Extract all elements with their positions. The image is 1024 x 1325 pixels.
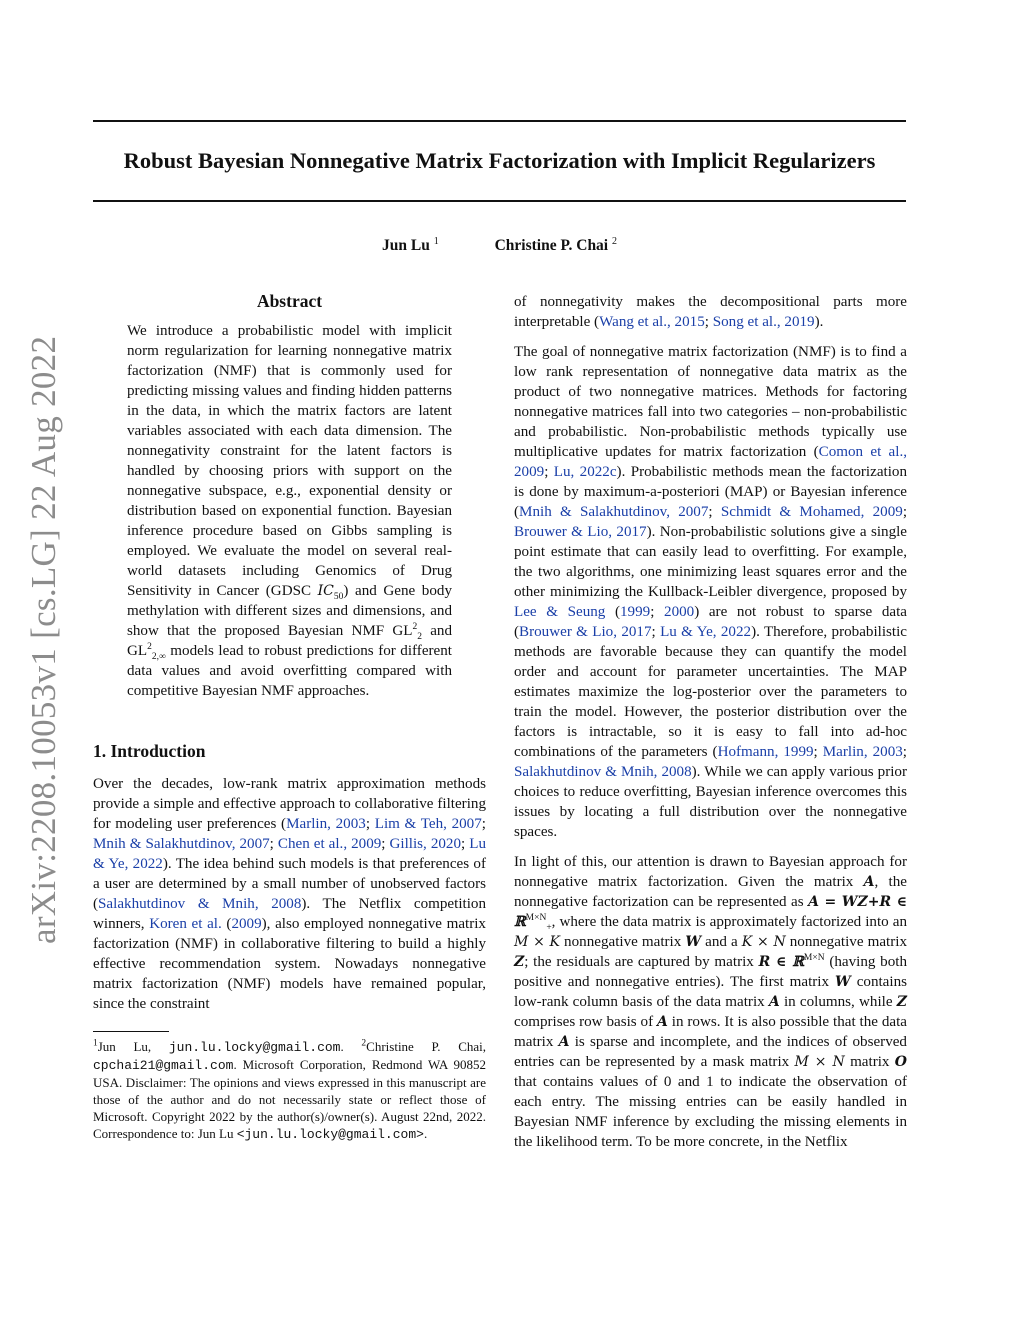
citation-schmidt-mohamed-2009[interactable]: Schmidt & Mohamed, 2009: [720, 504, 903, 520]
gl-2-2-sup: 2: [412, 621, 418, 632]
citation-lu-ye-2022[interactable]: Lu & Ye, 2022: [93, 836, 487, 872]
citation-salakhutdinov-mnih-2008-b[interactable]: Salakhutdinov & Mnih, 2008: [514, 764, 692, 780]
body-text: (having both positive and nonnegative entries). The first matrix: [514, 954, 907, 990]
gl-2inf-symbol: GL: [127, 643, 148, 659]
body-text: nonnegative matrix: [560, 934, 686, 950]
body-text: ) are not robust to sparse data (: [514, 604, 908, 640]
gl-2-2-symbol: GL: [392, 623, 413, 639]
citation-lee-1999[interactable]: 1999: [620, 604, 651, 620]
intro-text: Over the decades, low-rank matrix approximation methods provide a simple and effective approach to collaborative filtering for modeling user preferences (: [93, 776, 486, 832]
body-text: ). Therefore, probabilistic methods are favorable because they can quantify the model order and account for parameter uncertainties. The MAP estimates maximize the log-posterior over the parameters to train the model. However, the posterior distribution over the factors is intractable, so it is easy to fall into ad-hoc combinations of the parameters (: [514, 624, 907, 760]
arxiv-stamp: [26, 332, 62, 944]
author-1-name: Jun Lu: [382, 237, 430, 254]
citation-salakhutdinov-mnih-2008[interactable]: Salakhutdinov & Mnih, 2008: [98, 896, 302, 912]
body-text: In light of this, our attention is drawn to Bayesian approach for nonnegative matrix factorization. Given the matrix: [514, 854, 907, 890]
gl-2inf-sup: 2: [147, 641, 152, 652]
abstract-text-c: models lead to robust predictions for different data values and avoid overfitting compared with competitive Bayesian NMF approaches.: [127, 643, 452, 699]
math-k-by-n: K × N: [741, 934, 786, 950]
body-text: that contains values of 0 and 1 to indicate the observation of each entry. The missing entries can be easily handled in Bayesian NMF inference by excluding the missing elements in the likelihood term. To be more concrete, in the Netflix: [514, 1074, 907, 1150]
footnote-mark-2: 2: [361, 1038, 367, 1049]
math-matrix-o: O: [894, 1054, 907, 1070]
math-r-superscript: M×N: [803, 952, 825, 963]
citation-koren[interactable]: Koren et al.: [149, 916, 222, 932]
gl-2-2-sub: 2: [417, 632, 423, 643]
title-top-rule: [93, 120, 906, 122]
citation-lim-teh-2007[interactable]: Lim & Teh, 2007: [374, 816, 482, 832]
body-text: nonnegative matrix: [785, 934, 907, 950]
ic50-subscript: 50: [333, 592, 344, 603]
body-text: , the nonnegative factorization can be represented as: [514, 874, 907, 910]
intro-text: ), also employed nonnegative matrix factorization (NMF) in collaborative filtering to build a highly effective recommendation system. Nowadays nonnegative matrix factorization (NMF) models have remained popular, since the constraint: [93, 916, 486, 1012]
citation-koren-2009[interactable]: 2009: [231, 916, 262, 932]
right-paragraph-2: [514, 342, 907, 842]
footnote-text: Jun Lu,: [97, 1039, 169, 1054]
citation-separator: ;: [269, 836, 278, 852]
math-m-by-n: M × N: [794, 1054, 845, 1070]
citation-lu-ye-2022-b[interactable]: Lu & Ye, 2022: [660, 624, 752, 640]
citation-mnih-2007[interactable]: Mnih & Salakhutdinov, 2007: [93, 836, 270, 852]
citation-marlin-2003[interactable]: Marlin, 2003: [286, 816, 366, 832]
math-matrix-z: Z: [896, 994, 907, 1010]
gl-2inf-sub: 2,∞: [151, 652, 166, 663]
math-matrix-a: A: [863, 874, 875, 890]
author-1: [382, 236, 439, 256]
citation-lee-2000[interactable]: 2000: [664, 604, 695, 620]
citation-comon-2009[interactable]: Comon et al., 2009: [514, 444, 908, 480]
intro-paragraph-1: [93, 774, 486, 1014]
left-column: [93, 290, 486, 1143]
body-text: ; the residuals are captured by matrix: [524, 954, 759, 970]
citation-separator: ;: [461, 836, 470, 852]
body-text: in rows. It is also possible that the data matrix: [514, 1014, 907, 1050]
citation-marlin-2003-b[interactable]: Marlin, 2003: [822, 744, 903, 760]
citation-mnih-salakhutdinov-2007[interactable]: Mnih & Salakhutdinov, 2007: [519, 504, 709, 520]
abstract-text-a: We introduce a probabilistic model with implicit norm regularization for learning nonnegative matrix factorization (NMF) that is commonly used for predicting missing values and finding hidden patterns in the data, in which the matrix factors are latent variables associated with each data dimension. The nonnegativity constraint for the latent factors is handled by choosing priors with support on the nonnegative subspace, e.g., exponential density or distribution based on exponential function. Bayesian inference procedure based on Gibbs sampling is employed. We evaluate the model on several real-world datasets including Genomics of Drug Sensitivity in Cancer (GDSC: [127, 323, 452, 599]
body-text: The goal of nonnegative matrix factorization (NMF) is to find a low rank representation of nonnegative data matrix as the product of two nonnegative matrices. Methods for factoring nonnegative matrices fall into two categories – non-probabilistic and probabilistic. Non-probabilistic methods typically use multiplicative updates for matrix factorization (: [514, 344, 907, 460]
body-text: is sparse and incomplete, and the indices of observed entries can be represented by a mask matrix: [514, 1034, 907, 1070]
abstract-heading: Abstract: [256, 291, 323, 311]
citation-separator: ;: [902, 744, 907, 760]
intro-text: ). The Netflix competition winners,: [93, 896, 487, 932]
body-text: comprises row basis of: [514, 1014, 657, 1030]
citation-song-2019[interactable]: Song et al., 2019: [712, 314, 815, 330]
body-text: of nonnegativity makes the decompositional parts more interpretable (: [514, 294, 907, 330]
math-m-by-k: M × K: [514, 934, 560, 950]
citation-separator: ;: [902, 504, 908, 520]
ic50-symbol: IC: [317, 583, 334, 599]
footnote-text: .: [340, 1039, 362, 1054]
email-jun-lu[interactable]: jun.lu.locky@gmail.com: [168, 1040, 341, 1055]
email-christine-chai[interactable]: cpchai21@gmail.com: [93, 1058, 234, 1073]
citation-lu-2022c[interactable]: Lu, 2022c: [553, 464, 617, 480]
math-eq-superscript: M×N: [525, 912, 547, 923]
citation-separator: ;: [651, 624, 661, 640]
citation-separator: ;: [381, 836, 390, 852]
body-text: contains low-rank column basis of the data matrix: [514, 974, 907, 1010]
math-matrix-a: A: [768, 994, 780, 1010]
body-text: ). Non-probabilistic solutions give a single point estimate that can easily lead to overfitting. For example, the two algorithms, one minimizing least squares error and the other minimizing the Kullback-Leibler divergence, proposed by: [514, 524, 908, 600]
citation-separator: ;: [481, 816, 486, 832]
footnote-divider: [93, 1031, 169, 1032]
citation-separator: ;: [650, 604, 665, 620]
citation-separator: ;: [708, 504, 721, 520]
math-matrix-a: A: [558, 1034, 570, 1050]
author-2-affiliation: 2: [612, 235, 617, 247]
right-paragraph-1: [514, 292, 907, 332]
body-text: matrix: [844, 1054, 895, 1070]
author-1-affiliation: 1: [433, 235, 439, 247]
section-heading-introduction: 1. Introduction: [93, 741, 206, 761]
math-factorization-equation: A = WZ+R ∈ ℝ: [514, 894, 908, 930]
math-matrix-w: W: [685, 934, 702, 950]
footnote-mark-1: 1: [93, 1038, 98, 1049]
math-matrix-z: Z: [514, 954, 525, 970]
citation-separator: ;: [544, 464, 554, 480]
math-eq-subscript: +: [546, 923, 552, 934]
title-bottom-rule: [93, 200, 906, 202]
math-matrix-a: A: [656, 1014, 668, 1030]
author-2: [495, 236, 617, 256]
intro-text: (: [221, 916, 232, 932]
body-text: ). While we can apply various prior choices to reduce overfitting, Bayesian inference overcomes this issues by locating a full distribution over the nonnegative spaces.: [514, 764, 907, 840]
author-2-name: Christine P. Chai: [494, 237, 609, 254]
citation-separator: ;: [704, 314, 713, 330]
abstract-and: and: [422, 623, 452, 639]
body-text: and a: [701, 934, 742, 950]
right-column: [514, 292, 907, 1152]
abstract-body: [127, 321, 452, 701]
author-block: [93, 236, 906, 256]
citation-separator: ;: [813, 744, 823, 760]
footnote: [93, 1038, 486, 1143]
abstract-text-b: ) and Gene body methylation with different sizes and dimensions, and show that the proposed Bayesian NMF: [127, 583, 452, 639]
intro-text: ). The idea behind such models is that preferences of a user are determined by a small number of unobserved factors (: [93, 856, 486, 912]
citation-lee-seung[interactable]: Lee & Seung: [514, 604, 606, 620]
citation-chen-2009[interactable]: Chen et al., 2009: [277, 836, 382, 852]
citation-brouwer-lio-2017-b[interactable]: Brouwer & Lio, 2017: [519, 624, 652, 640]
body-text: in columns, while: [779, 994, 897, 1010]
paper-title: Robust Bayesian Nonnegative Matrix Factorization with Implicit Regularizers: [123, 148, 876, 173]
citation-brouwer-lio-2017[interactable]: Brouwer & Lio, 2017: [514, 524, 647, 540]
body-text: ).: [814, 314, 824, 330]
body-text: (: [605, 604, 620, 620]
email-correspondence[interactable]: <jun.lu.locky@gmail.com>: [236, 1127, 424, 1142]
citation-separator: ;: [365, 816, 375, 832]
math-matrix-w: W: [835, 974, 851, 990]
footnote-text: .: [423, 1126, 428, 1141]
footnote-text: Christine P. Chai,: [366, 1039, 487, 1054]
citation-gillis-2020[interactable]: Gillis, 2020: [389, 836, 462, 852]
footnote-text: . Microsoft Corporation, Redmond WA 90852 USA. Disclaimer: The opinions and views expressed in this manuscript are those of the author and do not necessarily state or reflect those of Microsoft. Copyright 2022 by the author(s)/owner(s). August 22nd, 2022. Correspondence to: Jun Lu: [93, 1057, 486, 1141]
arxiv-stamp-text: arXiv:2208.10053v1 [cs.LG] 22 Aug 2022: [24, 335, 63, 944]
math-matrix-r: R ∈ ℝ: [758, 954, 804, 970]
right-paragraph-3: [514, 852, 907, 1152]
citation-wang-2015[interactable]: Wang et al., 2015: [599, 314, 705, 330]
body-text: , where the data matrix is approximately factorized into an: [551, 914, 907, 930]
body-text: ). Probabilistic methods mean the factorization is done by maximum-a-posteriori (MAP) or Bayesian inference (: [514, 464, 907, 520]
citation-hofmann-1999[interactable]: Hofmann, 1999: [717, 744, 814, 760]
